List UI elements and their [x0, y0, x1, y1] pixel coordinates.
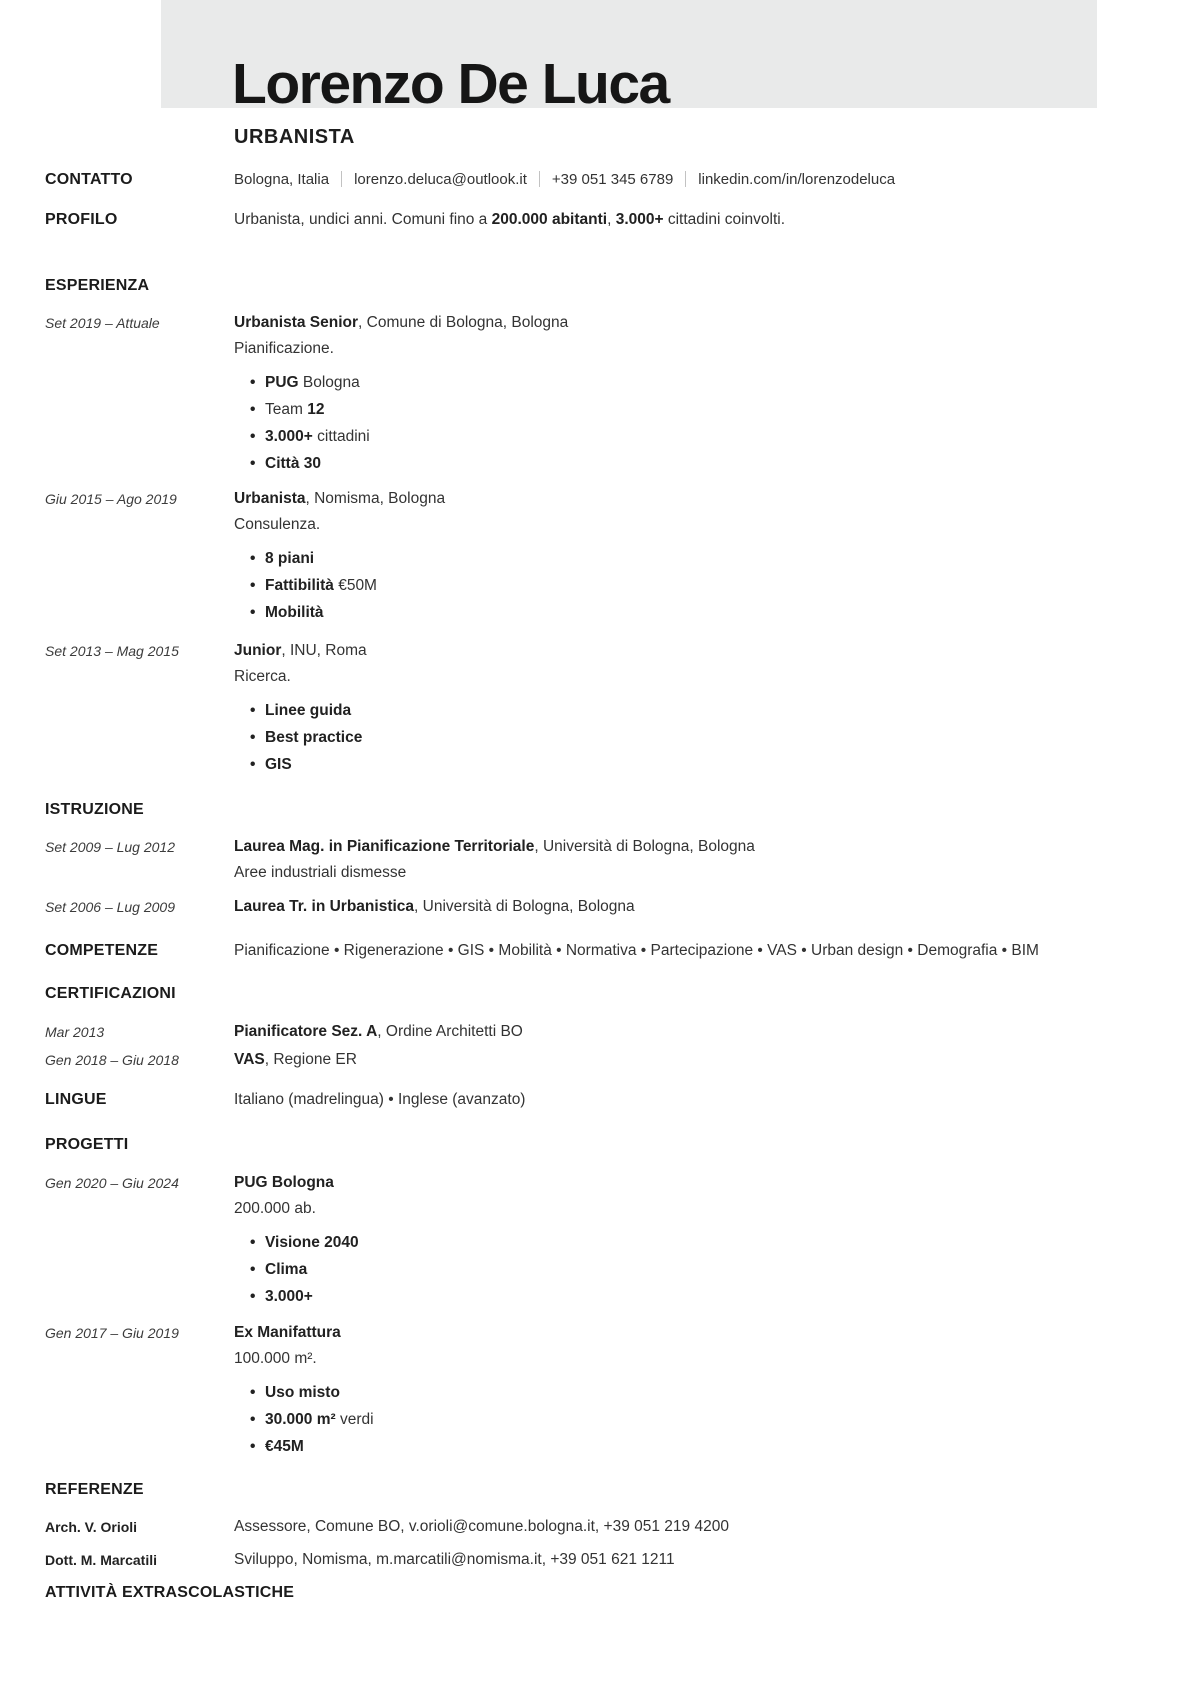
experience-subtitle: Ricerca. — [234, 668, 291, 685]
certification-title: Pianificatore Sez. A, Ordine Architetti BO — [234, 1023, 523, 1040]
project-subtitle: 200.000 ab. — [234, 1200, 316, 1217]
bullet-item: • 3.000+ cittadini — [234, 423, 1148, 450]
bullet-item: • Best practice — [234, 724, 1148, 751]
section-label-lingue: LINGUE — [45, 1091, 107, 1108]
education-date: Set 2006 – Lug 2009 — [45, 899, 176, 915]
contact-location: Bologna, Italia — [234, 171, 330, 188]
section-label-competenze: COMPETENZE — [45, 942, 159, 959]
experience-date: Set 2013 – Mag 2015 — [45, 643, 179, 659]
project-date: Gen 2017 – Giu 2019 — [45, 1325, 179, 1341]
section-lingue — [45, 1090, 1148, 1110]
project-entry — [45, 1170, 1148, 1310]
bullet-item: • Fattibilità €50M — [234, 572, 1148, 599]
experience-entry — [45, 638, 1148, 778]
certification-date: Mar 2013 — [45, 1024, 105, 1040]
bullet-item: • PUG Bologna — [234, 369, 1148, 396]
project-title: PUG Bologna — [234, 1174, 334, 1191]
section-label-istruzione: ISTRUZIONE — [45, 801, 144, 818]
bullet-item: • GIS — [234, 751, 1148, 778]
contact-separator — [539, 171, 540, 187]
section-profilo — [45, 210, 1148, 230]
section-label-certificazioni: CERTIFICAZIONI — [45, 985, 176, 1002]
education-entry — [45, 834, 1148, 886]
experience-subtitle: Consulenza. — [234, 516, 321, 533]
certification-entry — [45, 1047, 1148, 1073]
education-entry — [45, 894, 1148, 920]
experience-date: Giu 2015 – Ago 2019 — [45, 491, 177, 507]
contact-phone: +39 051 345 6789 — [551, 171, 674, 188]
experience-title: Urbanista Senior, Comune di Bologna, Bologna — [234, 314, 569, 331]
education-title: Laurea Tr. in Urbanistica, Università di Bologna, Bologna — [234, 898, 635, 915]
certification-title: VAS, Regione ER — [234, 1051, 357, 1068]
section-contatto — [45, 170, 1148, 190]
languages-text: Italiano (madrelingua) • Inglese (avanzato) — [234, 1091, 526, 1108]
bullet-item: • Linee guida — [234, 697, 1148, 724]
reference-entry — [45, 1516, 1148, 1538]
section-extra — [45, 1583, 1148, 1603]
project-bullets — [234, 1229, 1148, 1310]
bullet-item: • Visione 2040 — [234, 1229, 1148, 1256]
reference-name: Arch. V. Orioli — [45, 1519, 138, 1535]
experience-bullets — [234, 545, 1148, 626]
bullet-item: • €45M — [234, 1433, 1148, 1460]
experience-bullets — [234, 697, 1148, 778]
experience-entry — [45, 310, 1148, 477]
candidate-name: Lorenzo De Luca — [232, 52, 669, 116]
experience-date: Set 2019 – Attuale — [45, 315, 160, 331]
candidate-role: URBANISTA — [234, 126, 355, 148]
bullet-item: • 8 piani — [234, 545, 1148, 572]
bullet-item: • Team 12 — [234, 396, 1148, 423]
bullet-item: • Mobilità — [234, 599, 1148, 626]
bullet-item: • Città 30 — [234, 450, 1148, 477]
certification-date: Gen 2018 – Giu 2018 — [45, 1052, 179, 1068]
section-referenze — [45, 1480, 1148, 1500]
contact-linkedin: linkedin.com/in/lorenzodeluca — [698, 171, 896, 188]
section-label-esperienza: ESPERIENZA — [45, 277, 150, 294]
certification-entry — [45, 1019, 1148, 1045]
bullet-item: • 3.000+ — [234, 1283, 1148, 1310]
project-entry — [45, 1320, 1148, 1460]
project-date: Gen 2020 – Giu 2024 — [45, 1175, 179, 1191]
contact-separator — [685, 171, 686, 187]
project-subtitle: 100.000 m². — [234, 1350, 317, 1367]
education-subtitle: Aree industriali dismesse — [234, 864, 407, 881]
section-esperienza — [45, 276, 1148, 296]
section-label-profilo: PROFILO — [45, 211, 118, 228]
project-bullets — [234, 1379, 1148, 1460]
section-label-extra: ATTIVITÀ EXTRASCOLASTICHE — [45, 1584, 295, 1601]
section-label-progetti: PROGETTI — [45, 1136, 129, 1153]
experience-title: Junior, INU, Roma — [234, 642, 367, 659]
skills-text: Pianificazione • Rigenerazione • GIS • Mobilità • Normativa • Partecipazione • VAS • Urban design • Demografia • BIM — [234, 942, 1039, 959]
experience-subtitle: Pianificazione. — [234, 340, 334, 357]
bullet-item: • 30.000 m² verdi — [234, 1406, 1148, 1433]
contact-email: lorenzo.deluca@outlook.it — [354, 171, 527, 188]
section-certificazioni — [45, 984, 1148, 1004]
contact-line — [234, 170, 1148, 190]
experience-bullets — [234, 369, 1148, 477]
section-istruzione — [45, 800, 1148, 820]
reference-entry — [45, 1549, 1148, 1571]
reference-detail: Assessore, Comune BO, v.orioli@comune.bologna.it, +39 051 219 4200 — [234, 1518, 729, 1535]
section-progetti — [45, 1135, 1148, 1155]
education-title: Laurea Mag. in Pianificazione Territoriale, Università di Bologna, Bologna — [234, 838, 755, 855]
profile-text: Urbanista, undici anni. Comuni fino a 200.000 abitanti, 3.000+ cittadini coinvolti. — [234, 211, 786, 228]
section-label-contatto: CONTATTO — [45, 171, 133, 188]
bullet-item: • Uso misto — [234, 1379, 1148, 1406]
project-title: Ex Manifattura — [234, 1324, 341, 1341]
reference-name: Dott. M. Marcatili — [45, 1552, 158, 1568]
reference-detail: Sviluppo, Nomisma, m.marcatili@nomisma.it, +39 051 621 1211 — [234, 1551, 675, 1568]
experience-title: Urbanista, Nomisma, Bologna — [234, 490, 446, 507]
contact-separator — [341, 171, 342, 187]
section-competenze — [45, 941, 1148, 961]
education-date: Set 2009 – Lug 2012 — [45, 839, 176, 855]
bullet-item: • Clima — [234, 1256, 1148, 1283]
experience-entry — [45, 486, 1148, 626]
section-label-referenze: REFERENZE — [45, 1481, 144, 1498]
